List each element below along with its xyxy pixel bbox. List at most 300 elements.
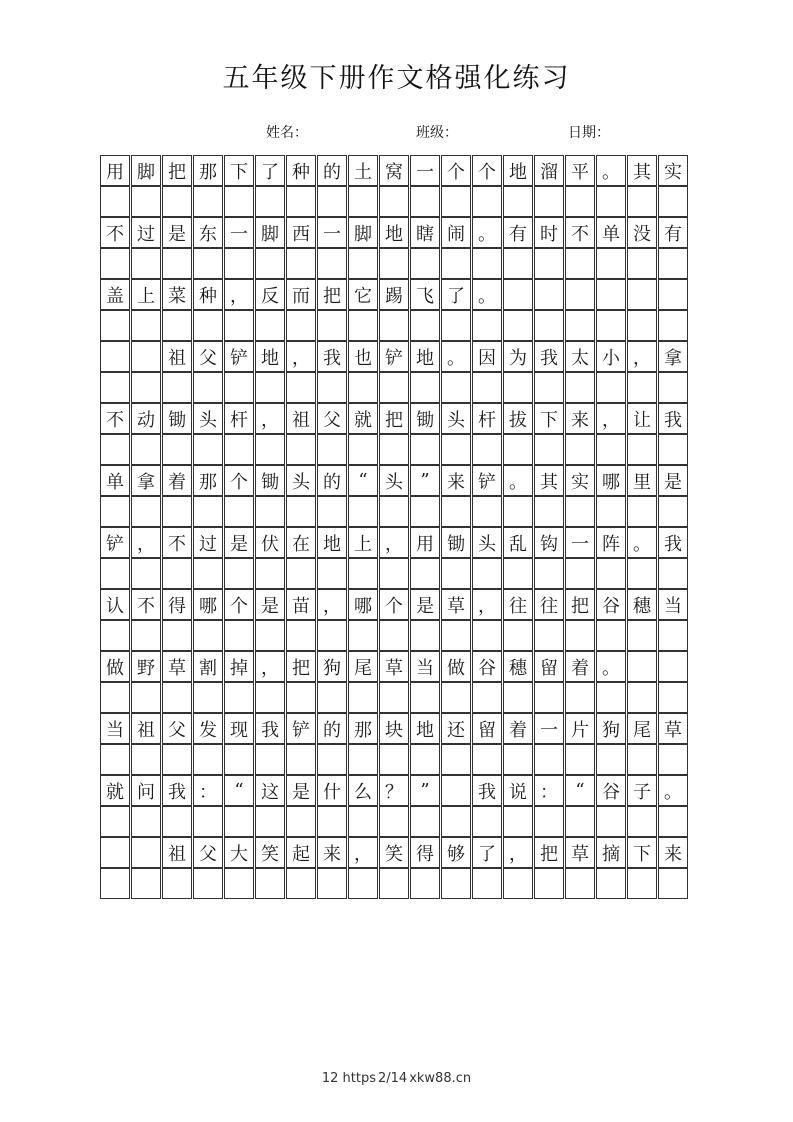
grid-cell [131,620,161,651]
grid-cell [503,372,533,403]
grid-cell [627,806,657,837]
grid-cell: 是 [224,527,254,558]
grid-cell [410,620,440,651]
footer-text-right: xkw88.cn [409,1071,472,1086]
grid-cell: 动 [131,403,161,434]
grid-cell: 得 [162,589,192,620]
grid-cell: 那 [193,465,223,496]
grid-cell [379,310,409,341]
grid-cell [441,372,471,403]
grid-cell: 地 [410,713,440,744]
grid-cell: 其 [534,465,564,496]
grid-cell: 当 [100,713,130,744]
grid-cell: 父 [193,837,223,868]
grid-cell [100,341,130,372]
grid-cell [596,744,626,775]
grid-cell: 是 [410,589,440,620]
grid-cell: ， [472,589,502,620]
grid-cell: 头 [441,403,471,434]
grid-cell: 实 [658,155,688,186]
grid-cell: 那 [348,713,378,744]
grid-cell [100,558,130,589]
grid-cell [131,558,161,589]
grid-cell [193,558,223,589]
grid-cell [596,310,626,341]
grid-cell: 笑 [255,837,285,868]
grid-cell: 杆 [224,403,254,434]
grid-cell: 留 [472,713,502,744]
grid-cell: 上 [131,279,161,310]
grid-cell: 。 [658,775,688,806]
grid-cell: 草 [162,651,192,682]
grid-cell: 现 [224,713,254,744]
grid-cell: 祖 [162,341,192,372]
grid-cell: 过 [131,217,161,248]
grid-cell [658,434,688,465]
grid-cell [658,279,688,310]
grid-cell: 平 [565,155,595,186]
grid-cell [348,310,378,341]
grid-cell: 下 [224,155,254,186]
grid-cell [255,496,285,527]
grid-cell [100,682,130,713]
grid-cell: 一 [534,713,564,744]
grid-cell: 谷 [472,651,502,682]
grid-cell: 把 [565,589,595,620]
grid-cell [441,186,471,217]
grid-cell: 踢 [379,279,409,310]
grid-cell: 拿 [658,341,688,372]
grid-cell [162,186,192,217]
grid-cell: 起 [286,837,316,868]
grid-cell [162,682,192,713]
grid-cell [565,434,595,465]
grid-cell: 东 [193,217,223,248]
grid-cell [224,186,254,217]
grid-row-blank [100,620,688,651]
grid-cell [317,434,347,465]
grid-cell [100,868,130,899]
grid-cell [317,620,347,651]
grid-row-text [100,651,688,682]
grid-cell [596,372,626,403]
grid-cell [348,620,378,651]
grid-cell [627,496,657,527]
grid-cell: 够 [441,837,471,868]
grid-cell [348,868,378,899]
grid-cell [100,186,130,217]
grid-cell [503,279,533,310]
grid-cell: 大 [224,837,254,868]
grid-cell [224,248,254,279]
grid-cell: 。 [596,651,626,682]
grid-cell [596,186,626,217]
grid-cell [286,496,316,527]
grid-cell: 地 [379,217,409,248]
grid-cell [100,310,130,341]
grid-cell: 父 [193,341,223,372]
grid-cell [286,248,316,279]
grid-cell: 铲 [379,341,409,372]
grid-cell [193,682,223,713]
grid-cell: 发 [193,713,223,744]
grid-cell: ， [379,527,409,558]
grid-cell: 掉 [224,651,254,682]
grid-cell: 闹 [441,217,471,248]
grid-cell [348,558,378,589]
grid-cell: 也 [348,341,378,372]
grid-cell [224,620,254,651]
grid-cell [410,558,440,589]
grid-cell [503,186,533,217]
grid-cell: 不 [100,217,130,248]
grid-cell [317,744,347,775]
grid-cell [224,806,254,837]
grid-cell [255,868,285,899]
grid-cell [100,744,130,775]
grid-cell: 实 [565,465,595,496]
grid-cell [627,651,657,682]
grid-cell [379,682,409,713]
grid-cell: 。 [441,341,471,372]
grid-cell: 地 [317,527,347,558]
grid-cell [131,434,161,465]
grid-cell: 草 [441,589,471,620]
grid-cell [534,682,564,713]
grid-cell: 来 [441,465,471,496]
grid-cell: 为 [503,341,533,372]
grid-cell: ， [131,527,161,558]
grid-cell [627,868,657,899]
grid-cell [596,496,626,527]
grid-cell: 脚 [255,217,285,248]
grid-cell [286,806,316,837]
grid-cell: 是 [162,217,192,248]
grid-cell: 子 [627,775,657,806]
grid-cell [379,868,409,899]
grid-cell: 地 [503,155,533,186]
grid-row-text [100,527,688,558]
grid-cell [379,248,409,279]
grid-cell [441,775,471,806]
grid-cell: 锄 [162,403,192,434]
grid-cell: 伏 [255,527,285,558]
grid-cell [441,310,471,341]
grid-cell [658,620,688,651]
grid-cell [658,496,688,527]
grid-cell [131,248,161,279]
grid-row-blank [100,248,688,279]
grid-cell [379,186,409,217]
grid-cell [348,186,378,217]
grid-cell: ” [410,465,440,496]
grid-cell [193,186,223,217]
grid-cell: 头 [286,465,316,496]
grid-cell [162,248,192,279]
grid-cell: 。 [627,527,657,558]
grid-cell [534,868,564,899]
grid-cell [472,434,502,465]
grid-cell [348,744,378,775]
grid-cell [410,496,440,527]
grid-cell [410,868,440,899]
grid-cell [131,744,161,775]
grid-cell: 下 [534,403,564,434]
grid-cell: 得 [410,837,440,868]
grid-cell [162,310,192,341]
grid-cell [286,868,316,899]
grid-row-text [100,403,688,434]
grid-cell [658,806,688,837]
grid-cell [410,310,440,341]
grid-cell [658,744,688,775]
grid-cell: 是 [286,775,316,806]
grid-cell [503,434,533,465]
grid-cell [565,372,595,403]
grid-cell: 认 [100,589,130,620]
grid-cell: 着 [503,713,533,744]
page-number: 2/14 [378,1071,408,1086]
grid-cell: 摘 [596,837,626,868]
grid-row-text [100,341,688,372]
grid-cell: 片 [565,713,595,744]
grid-cell: 说 [503,775,533,806]
grid-cell [627,434,657,465]
grid-cell: 狗 [596,713,626,744]
grid-cell: 个 [379,589,409,620]
page-title: 五年级下册作文格强化练习 [222,63,571,94]
grid-cell [317,310,347,341]
grid-cell [100,434,130,465]
grid-cell: 着 [565,651,595,682]
grid-cell: 这 [255,775,285,806]
grid-cell [627,744,657,775]
grid-cell [441,682,471,713]
grid-row-blank [100,806,688,837]
writing-grid [100,155,688,899]
grid-cell: 单 [596,217,626,248]
grid-cell [162,620,192,651]
grid-cell [658,186,688,217]
grid-cell [658,558,688,589]
grid-cell [472,868,502,899]
grid-cell [410,806,440,837]
grid-cell [348,248,378,279]
grid-cell: 哪 [348,589,378,620]
grid-cell: 着 [162,465,192,496]
grid-cell [503,248,533,279]
grid-cell: 铲 [100,527,130,558]
grid-cell [410,682,440,713]
grid-cell [193,434,223,465]
grid-cell [317,868,347,899]
grid-cell [441,434,471,465]
grid-row-text [100,465,688,496]
grid-cell [224,372,254,403]
grid-cell [317,248,347,279]
grid-cell: 窝 [379,155,409,186]
grid-cell: 割 [193,651,223,682]
grid-cell [286,620,316,651]
grid-cell: 尾 [348,651,378,682]
grid-cell: 父 [317,403,347,434]
grid-cell [627,186,657,217]
grid-cell: 土 [348,155,378,186]
grid-cell: 用 [410,527,440,558]
grid-cell: 溜 [534,155,564,186]
grid-row-blank [100,496,688,527]
grid-row-blank [100,868,688,899]
grid-cell: 阵 [596,527,626,558]
grid-cell: ” [410,775,440,806]
grid-cell [658,248,688,279]
grid-cell: 穗 [627,589,657,620]
grid-cell [534,279,564,310]
grid-cell: 一 [317,217,347,248]
grid-cell: 个 [224,589,254,620]
grid-cell [596,868,626,899]
grid-cell [255,434,285,465]
grid-cell: 么 [348,775,378,806]
grid-cell [348,434,378,465]
grid-cell [627,682,657,713]
grid-cell: 头 [472,527,502,558]
grid-cell: 过 [193,527,223,558]
grid-cell: 当 [410,651,440,682]
grid-cell: 因 [472,341,502,372]
grid-cell [193,868,223,899]
grid-cell [441,744,471,775]
grid-cell [627,279,657,310]
grid-cell: 一 [565,527,595,558]
grid-row-text [100,279,688,310]
grid-cell [503,806,533,837]
grid-cell [286,434,316,465]
grid-cell [317,186,347,217]
grid-cell [162,806,192,837]
grid-cell [255,310,285,341]
grid-cell: 问 [131,775,161,806]
grid-cell [100,372,130,403]
grid-cell: 尾 [627,713,657,744]
grid-cell [162,558,192,589]
grid-cell [131,682,161,713]
grid-cell [131,496,161,527]
grid-cell: 来 [565,403,595,434]
grid-cell: 草 [379,651,409,682]
grid-cell: 穗 [503,651,533,682]
grid-cell [627,372,657,403]
grid-cell [441,806,471,837]
grid-cell: 在 [286,527,316,558]
grid-cell [379,558,409,589]
grid-cell: 锄 [255,465,285,496]
grid-cell: 单 [100,465,130,496]
grid-cell [565,806,595,837]
grid-cell: 太 [565,341,595,372]
grid-cell [131,341,161,372]
grid-cell [224,682,254,713]
grid-cell: 不 [162,527,192,558]
grid-cell: ， [627,341,657,372]
grid-cell [565,279,595,310]
grid-cell [317,496,347,527]
grid-row-blank [100,682,688,713]
grid-cell [162,372,192,403]
grid-cell [472,682,502,713]
grid-cell [596,248,626,279]
grid-cell: 个 [472,155,502,186]
grid-cell: 祖 [286,403,316,434]
grid-cell [193,248,223,279]
grid-row-text [100,775,688,806]
grid-cell [286,744,316,775]
grid-cell: 铲 [472,465,502,496]
grid-cell [503,310,533,341]
grid-cell: ， [255,403,285,434]
grid-cell [534,496,564,527]
grid-cell [565,186,595,217]
grid-cell: ， [286,341,316,372]
grid-cell [472,310,502,341]
grid-cell: 菜 [162,279,192,310]
grid-cell [193,372,223,403]
grid-cell [131,186,161,217]
grid-cell: 就 [100,775,130,806]
grid-cell: 来 [317,837,347,868]
grid-cell [472,806,502,837]
grid-cell: 。 [596,155,626,186]
grid-cell [472,558,502,589]
grid-cell [565,620,595,651]
grid-cell: 是 [255,589,285,620]
grid-cell [224,310,254,341]
grid-cell: 时 [534,217,564,248]
grid-cell: 不 [131,589,161,620]
grid-cell: 做 [441,651,471,682]
grid-cell: 我 [534,341,564,372]
grid-cell: 谷 [596,775,626,806]
grid-cell: ， [348,837,378,868]
grid-cell [100,620,130,651]
grid-cell [596,806,626,837]
grid-cell [627,620,657,651]
grid-cell: 块 [379,713,409,744]
grid-cell: ， [224,279,254,310]
grid-cell: 杆 [472,403,502,434]
grid-row-blank [100,310,688,341]
grid-cell: 谷 [596,589,626,620]
grid-cell: ， [596,403,626,434]
grid-cell: 父 [162,713,192,744]
grid-cell: 是 [658,465,688,496]
grid-row-text [100,589,688,620]
grid-cell [565,248,595,279]
grid-cell [410,434,440,465]
grid-cell [596,558,626,589]
grid-cell [255,248,285,279]
grid-cell [503,558,533,589]
grid-cell [255,744,285,775]
grid-cell [596,682,626,713]
grid-cell [472,744,502,775]
grid-cell [472,186,502,217]
grid-cell: 其 [627,155,657,186]
grid-cell: 里 [627,465,657,496]
grid-cell [286,186,316,217]
grid-cell [255,682,285,713]
grid-cell: 让 [627,403,657,434]
